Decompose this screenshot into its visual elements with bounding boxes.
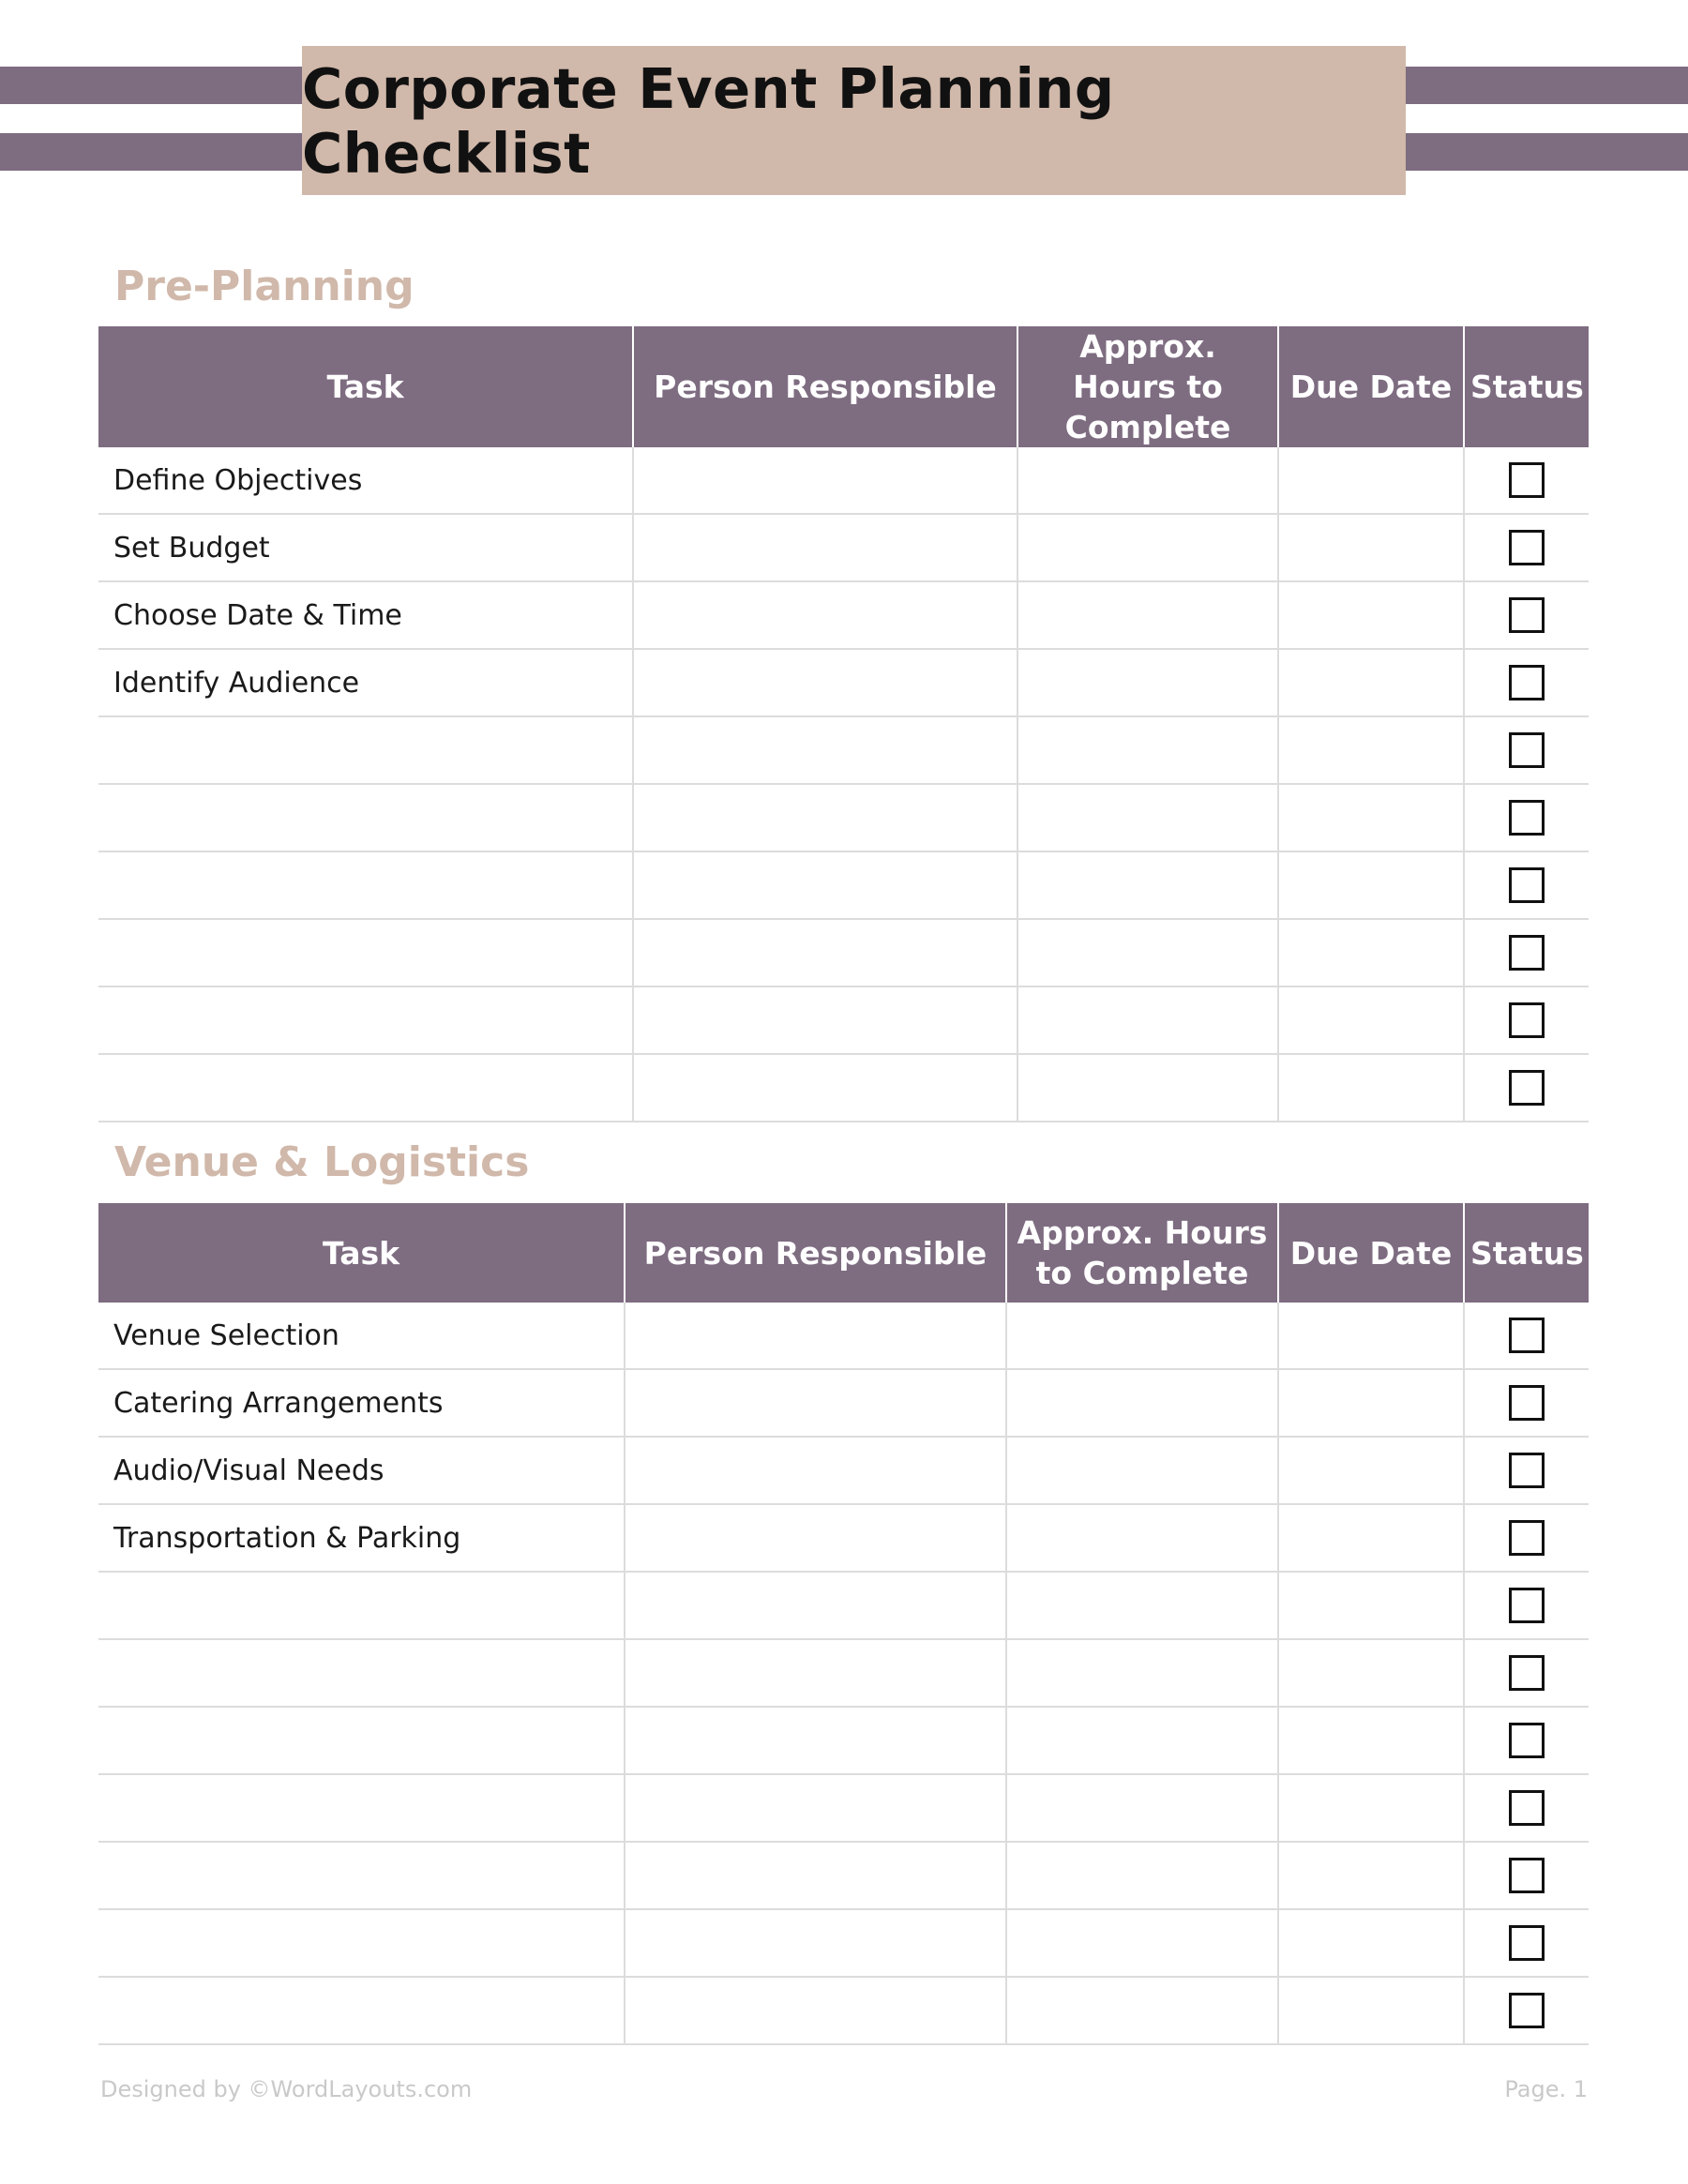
due-date-cell[interactable] xyxy=(1278,447,1464,514)
table-row xyxy=(98,716,1589,784)
due-date-cell[interactable] xyxy=(1278,1639,1464,1707)
hours-cell[interactable] xyxy=(1006,1572,1278,1639)
person-cell[interactable] xyxy=(633,514,1017,581)
due-date-cell[interactable] xyxy=(1278,919,1464,987)
footer-credit: Designed by ©WordLayouts.com xyxy=(100,2076,473,2102)
task-cell[interactable]: Identify Audience xyxy=(98,649,633,716)
table-row xyxy=(98,649,1589,716)
hours-cell[interactable] xyxy=(1017,919,1278,987)
status-cell xyxy=(1464,1437,1589,1504)
header-stripe-right-bottom xyxy=(1367,133,1688,171)
person-cell[interactable] xyxy=(633,987,1017,1054)
task-cell[interactable] xyxy=(98,1842,625,1909)
due-date-cell[interactable] xyxy=(1278,649,1464,716)
person-cell[interactable] xyxy=(633,716,1017,784)
task-cell[interactable] xyxy=(98,987,633,1054)
status-checkbox[interactable] xyxy=(1509,1520,1545,1556)
table-row xyxy=(98,987,1589,1054)
table-row xyxy=(98,851,1589,919)
section-title-venue-logistics: Venue & Logistics xyxy=(114,1138,530,1186)
hours-cell[interactable] xyxy=(1017,1054,1278,1122)
status-cell xyxy=(1464,1774,1589,1842)
person-cell[interactable] xyxy=(625,1437,1006,1504)
task-cell[interactable]: Define Objectives xyxy=(98,447,633,514)
status-checkbox[interactable] xyxy=(1509,1002,1545,1038)
task-cell[interactable] xyxy=(98,1707,625,1774)
due-date-cell[interactable] xyxy=(1278,851,1464,919)
hours-cell[interactable] xyxy=(1006,1842,1278,1909)
status-cell xyxy=(1464,1369,1589,1437)
task-cell[interactable] xyxy=(98,1909,625,1977)
person-cell[interactable] xyxy=(625,1639,1006,1707)
status-cell xyxy=(1464,1707,1589,1774)
table-row xyxy=(98,1707,1589,1774)
due-date-cell[interactable] xyxy=(1278,1504,1464,1572)
status-cell xyxy=(1464,1842,1589,1909)
due-date-cell[interactable] xyxy=(1278,1842,1464,1909)
status-checkbox[interactable] xyxy=(1509,1385,1545,1421)
task-cell[interactable] xyxy=(98,784,633,851)
status-checkbox[interactable] xyxy=(1509,1925,1545,1961)
due-date-cell[interactable] xyxy=(1278,1707,1464,1774)
status-checkbox[interactable] xyxy=(1509,1723,1545,1758)
status-cell xyxy=(1464,987,1589,1054)
status-cell xyxy=(1464,1504,1589,1572)
hours-cell[interactable] xyxy=(1006,1707,1278,1774)
hours-cell[interactable] xyxy=(1006,1504,1278,1572)
header-stripe-right-top xyxy=(1367,67,1688,104)
table-header-row xyxy=(98,1203,1589,1303)
title-banner xyxy=(302,46,1406,195)
person-cell[interactable] xyxy=(625,1909,1006,1977)
hours-cell[interactable] xyxy=(1017,851,1278,919)
status-checkbox[interactable] xyxy=(1509,867,1545,903)
due-date-cell[interactable] xyxy=(1278,1774,1464,1842)
hours-cell[interactable] xyxy=(1006,1303,1278,1369)
due-date-cell[interactable] xyxy=(1278,1437,1464,1504)
column-header-person: Person Responsible xyxy=(633,326,1017,447)
person-cell[interactable] xyxy=(625,1303,1006,1369)
table-row xyxy=(98,1504,1589,1572)
hours-cell[interactable] xyxy=(1017,649,1278,716)
person-cell[interactable] xyxy=(633,919,1017,987)
task-cell[interactable]: Set Budget xyxy=(98,514,633,581)
hours-cell[interactable] xyxy=(1017,447,1278,514)
hours-cell[interactable] xyxy=(1006,1774,1278,1842)
status-checkbox[interactable] xyxy=(1509,1588,1545,1623)
table-row xyxy=(98,514,1589,581)
person-cell[interactable] xyxy=(633,784,1017,851)
status-checkbox[interactable] xyxy=(1509,1858,1545,1893)
hours-cell[interactable] xyxy=(1006,1639,1278,1707)
status-cell xyxy=(1464,1303,1589,1369)
table-row xyxy=(98,447,1589,514)
due-date-cell[interactable] xyxy=(1278,784,1464,851)
task-cell[interactable]: Venue Selection xyxy=(98,1303,625,1369)
task-cell[interactable] xyxy=(98,919,633,987)
task-cell[interactable]: Choose Date & Time xyxy=(98,581,633,649)
table-row xyxy=(98,1369,1589,1437)
task-cell[interactable]: Transportation & Parking xyxy=(98,1504,625,1572)
page-number: Page. 1 xyxy=(1504,2076,1588,2102)
venue-logistics-table xyxy=(98,1203,1589,2045)
due-date-cell[interactable] xyxy=(1278,1369,1464,1437)
status-checkbox[interactable] xyxy=(1509,1070,1545,1106)
status-cell xyxy=(1464,919,1589,987)
hours-cell[interactable] xyxy=(1017,514,1278,581)
status-checkbox[interactable] xyxy=(1509,597,1545,633)
person-cell[interactable] xyxy=(625,1977,1006,2044)
table-row xyxy=(98,1572,1589,1639)
table-row xyxy=(98,1774,1589,1842)
table-row xyxy=(98,919,1589,987)
status-checkbox[interactable] xyxy=(1509,732,1545,768)
hours-cell[interactable] xyxy=(1017,987,1278,1054)
header-stripe-left-top xyxy=(0,67,342,104)
table-row xyxy=(98,1303,1589,1369)
person-cell[interactable] xyxy=(633,447,1017,514)
table-row xyxy=(98,1639,1589,1707)
due-date-cell[interactable] xyxy=(1278,514,1464,581)
column-header-status: Status xyxy=(1464,1203,1589,1303)
table-row xyxy=(98,581,1589,649)
task-cell[interactable] xyxy=(98,851,633,919)
column-header-hours: Approx. Hours to Complete xyxy=(1017,326,1278,447)
task-cell[interactable] xyxy=(98,1572,625,1639)
task-cell[interactable]: Audio/Visual Needs xyxy=(98,1437,625,1504)
due-date-cell[interactable] xyxy=(1278,987,1464,1054)
person-cell[interactable] xyxy=(625,1572,1006,1639)
hours-cell[interactable] xyxy=(1017,716,1278,784)
due-date-cell[interactable] xyxy=(1278,1977,1464,2044)
status-checkbox[interactable] xyxy=(1509,1453,1545,1488)
status-checkbox[interactable] xyxy=(1509,530,1545,565)
table-header-row xyxy=(98,326,1589,447)
due-date-cell[interactable] xyxy=(1278,1909,1464,1977)
person-cell[interactable] xyxy=(625,1842,1006,1909)
task-cell[interactable] xyxy=(98,1774,625,1842)
person-cell[interactable] xyxy=(633,581,1017,649)
task-cell[interactable] xyxy=(98,1054,633,1122)
status-cell xyxy=(1464,1977,1589,2044)
status-cell xyxy=(1464,851,1589,919)
venue-logistics-rows xyxy=(98,1303,1589,2044)
due-date-cell[interactable] xyxy=(1278,1054,1464,1122)
hours-cell[interactable] xyxy=(1006,1909,1278,1977)
due-date-cell[interactable] xyxy=(1278,716,1464,784)
status-checkbox[interactable] xyxy=(1509,935,1545,971)
status-checkbox[interactable] xyxy=(1509,1318,1545,1353)
status-cell xyxy=(1464,514,1589,581)
status-cell xyxy=(1464,1909,1589,1977)
pre-planning-rows xyxy=(98,447,1589,1122)
task-cell[interactable] xyxy=(98,716,633,784)
column-header-hours: Approx. Hours to Complete xyxy=(1006,1203,1278,1303)
column-header-task: Task xyxy=(98,1203,625,1303)
person-cell[interactable] xyxy=(625,1369,1006,1437)
hours-cell[interactable] xyxy=(1017,581,1278,649)
status-checkbox[interactable] xyxy=(1509,665,1545,700)
status-cell xyxy=(1464,1054,1589,1122)
person-cell[interactable] xyxy=(625,1504,1006,1572)
task-cell[interactable]: Catering Arrangements xyxy=(98,1369,625,1437)
status-cell xyxy=(1464,581,1589,649)
due-date-cell[interactable] xyxy=(1278,1572,1464,1639)
column-header-person: Person Responsible xyxy=(625,1203,1006,1303)
hours-cell[interactable] xyxy=(1017,784,1278,851)
task-cell[interactable] xyxy=(98,1977,625,2044)
status-checkbox[interactable] xyxy=(1509,1790,1545,1826)
table-row xyxy=(98,1977,1589,2044)
pre-planning-table xyxy=(98,326,1589,1122)
person-cell[interactable] xyxy=(633,1054,1017,1122)
status-cell xyxy=(1464,1639,1589,1707)
person-cell[interactable] xyxy=(625,1774,1006,1842)
section-title-pre-planning: Pre-Planning xyxy=(114,263,414,310)
status-checkbox[interactable] xyxy=(1509,800,1545,836)
status-checkbox[interactable] xyxy=(1509,462,1545,498)
task-cell[interactable] xyxy=(98,1639,625,1707)
column-header-due-date: Due Date xyxy=(1278,326,1464,447)
table-row xyxy=(98,1842,1589,1909)
column-header-status: Status xyxy=(1464,326,1589,447)
table-row xyxy=(98,1054,1589,1122)
status-cell xyxy=(1464,447,1589,514)
status-cell xyxy=(1464,716,1589,784)
status-cell xyxy=(1464,1572,1589,1639)
hours-cell[interactable] xyxy=(1006,1437,1278,1504)
due-date-cell[interactable] xyxy=(1278,1303,1464,1369)
table-row xyxy=(98,1437,1589,1504)
column-header-due-date: Due Date xyxy=(1278,1203,1464,1303)
person-cell[interactable] xyxy=(633,851,1017,919)
table-row xyxy=(98,784,1589,851)
header-stripe-left-bottom xyxy=(0,133,342,171)
due-date-cell[interactable] xyxy=(1278,581,1464,649)
table-row xyxy=(98,1909,1589,1977)
hours-cell[interactable] xyxy=(1006,1977,1278,2044)
status-checkbox[interactable] xyxy=(1509,1655,1545,1691)
person-cell[interactable] xyxy=(625,1707,1006,1774)
status-cell xyxy=(1464,649,1589,716)
status-cell xyxy=(1464,784,1589,851)
person-cell[interactable] xyxy=(633,649,1017,716)
page-title: Corporate Event Planning Checklist xyxy=(302,55,1115,186)
status-checkbox[interactable] xyxy=(1509,1993,1545,2028)
column-header-task: Task xyxy=(98,326,633,447)
hours-cell[interactable] xyxy=(1006,1369,1278,1437)
